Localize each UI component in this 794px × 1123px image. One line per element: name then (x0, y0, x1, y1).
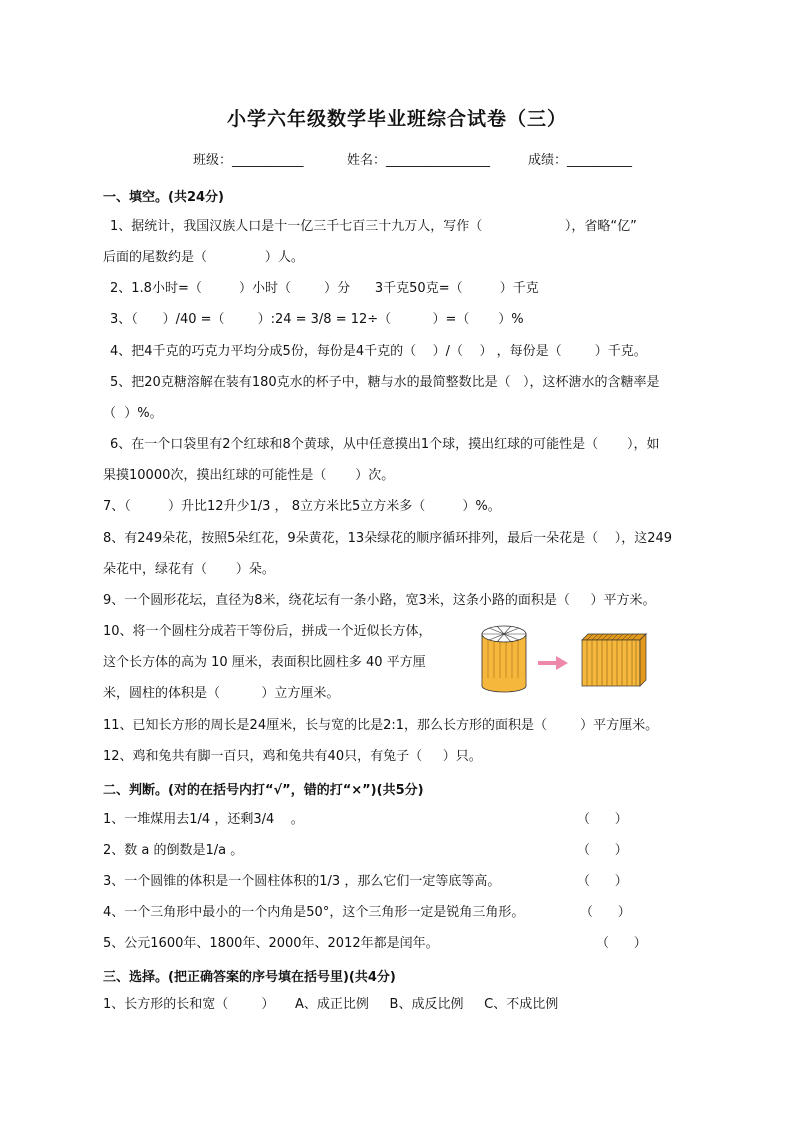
answer-bracket[interactable]: （ ） (580, 905, 631, 920)
question-line: 9、一个圆形花坛，直径为8米，绕花坛有一条小路，宽3米，这条小路的面积是（ ）平方米。 (103, 593, 656, 608)
cuboid-shape (582, 634, 646, 686)
question-line: 7、（ ）升比12升少1/3 ， 8立方米比5立方米多（ ）%。 (103, 499, 501, 514)
transform-arrow-icon (538, 656, 568, 670)
answer-bracket[interactable]: （ ） (596, 936, 647, 951)
judgment-statement: 4、一个三角形中最小的一个内角是50°，这个三角形一定是锐角三角形。 (103, 905, 525, 920)
question-line: 5、把20克糖溶解在装有180克水的杯子中，糖与水的最简整数比是（ ），这杯溏水的含糖率是 (110, 375, 660, 390)
question-line: （ ）%。 (103, 406, 163, 421)
judgment-statement: 5、公元1600年、1800年、2000年、2012年都是闰年。 (103, 936, 439, 951)
answer-bracket[interactable]: （ ） (577, 812, 628, 827)
answer-bracket[interactable]: （ ） (577, 843, 628, 858)
score-field[interactable]: 成绩：__________ (528, 153, 633, 168)
question-line: 这个长方体的高为 10 厘米，表面积比圆柱多 40 平方厘 (103, 655, 426, 670)
class-field[interactable]: 班级：___________ (193, 153, 304, 168)
question-line: 2、1.8小时=（ ）小时（ ）分 3千克50克=（ ）千克 (110, 281, 539, 296)
question-line: 11、已知长方形的周长是24厘米，长与宽的比是2:1，那么长方形的面积是（ ）平方厘米。 (103, 718, 659, 733)
judgment-statement: 1、一堆煤用去1/4 ，还剩3/4 。 (103, 812, 304, 827)
question-line: 6、在一个口袋里有2个红球和8个黄球，从中任意摸出1个球，摸出红球的可能性是（ ），如 (110, 437, 660, 452)
question-line: 3、（ ）/40 =（ ）:24 = 3/8 = 12÷（ ）=（ ）% (110, 312, 524, 327)
question-line: 果摸10000次，摸出红球的可能性是（ ）次。 (103, 468, 395, 483)
name-field[interactable]: 姓名：________________ (347, 153, 491, 168)
page-title: 小学六年级数学毕业班综合试卷（三） (226, 108, 567, 130)
section-1-heading: 一、填空。(共24分) (103, 190, 224, 205)
question-line: 12、鸡和兔共有脚一百只，鸡和兔共有40只，有兔子（ ）只。 (103, 749, 482, 764)
answer-bracket[interactable]: （ ） (577, 874, 628, 889)
choice-question: 1、长方形的长和宽（ ） A、成正比例 B、成反比例 C、不成比例 (103, 997, 559, 1012)
question-line: 4、把4千克的巧克力平均分成5份，每份是4千克的（ ）/（ ） ，每份是（ ）千克。 (110, 344, 647, 359)
cylinder-to-cuboid-figure (478, 622, 648, 694)
question-line: 8、有249朵花，按照5朵红花，9朵黄花，13朵绿花的顺序循环排列，最后一朵花是（ ），这249 (103, 531, 673, 546)
question-line: 朵花中，绿花有（ ）朵。 (103, 562, 275, 577)
cylinder-fill-patch (482, 678, 525, 686)
question-line: 10、将一个圆柱分成若干等份后，拼成一个近似长方体， (103, 624, 432, 639)
question-line: 后面的尾数约是（ ）人。 (103, 250, 304, 265)
question-line: 1、据统计，我国汉族人口是十一亿三千七百三十九万人，写作（ ），省略“亿” (110, 219, 637, 234)
question-line: 米，圆柱的体积是（ ）立方厘米。 (103, 686, 340, 701)
judgment-statement: 3、一个圆锥的体积是一个圆柱体积的1/3 ，那么它们一定等底等高。 (103, 874, 501, 889)
section-2-heading: 二、判断。(对的在括号内打“√”，错的打“×”)(共5分) (103, 783, 424, 798)
judgment-statement: 2、数 a 的倒数是1/a 。 (103, 843, 244, 858)
section-3-heading: 三、选择。(把正确答案的序号填在括号里)(共4分) (103, 970, 396, 985)
